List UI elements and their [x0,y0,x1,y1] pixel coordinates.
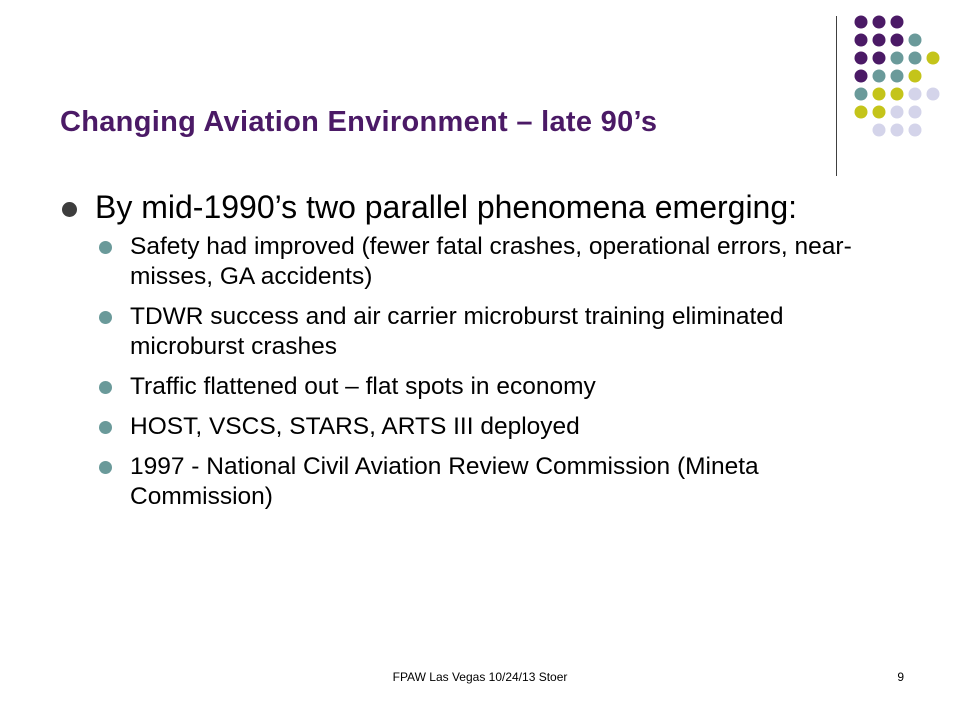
decorative-dot [891,106,904,119]
sub-bullet-item [95,372,880,402]
decorative-dot [909,106,922,119]
slide-title: Changing Aviation Environment – late 90’s [60,106,658,138]
decorative-dot [927,52,940,65]
decorative-dot [891,88,904,101]
decorative-dot [873,70,886,83]
decorative-dot [873,52,886,65]
decorative-dot [873,34,886,47]
decorative-dot [909,70,922,83]
decorative-dot [873,124,886,137]
sub-bullet-item [95,232,880,292]
title-divider-line [836,16,837,176]
sub-bullet-text: 1997 - National Civil Aviation Review Commission (Mineta Commission) [130,453,759,510]
main-bullet-text: By mid-1990’s two parallel phenomena emerging: [95,189,798,225]
decorative-dot [909,124,922,137]
bullet-dot-icon [99,381,112,394]
sub-bullet-text: Safety had improved (fewer fatal crashes, operational errors, near-misses, GA accidents) [130,233,852,290]
sub-bullet-item [95,302,880,362]
decorative-dot [891,70,904,83]
bullet-list [60,188,880,522]
sub-bullet-text: TDWR success and air carrier microburst training eliminated microburst crashes [130,303,784,360]
sub-bullet-text: HOST, VSCS, STARS, ARTS III deployed [130,413,580,440]
bullet-dot-icon [99,421,112,434]
decorative-dot [855,16,868,29]
decorative-dot [891,52,904,65]
sub-bullet-text: Traffic flattened out – flat spots in economy [130,373,596,400]
decorative-dot [873,16,886,29]
main-bullet-item [60,188,880,512]
sub-bullet-list [95,232,880,512]
decorative-dot [909,52,922,65]
sub-bullet-item [95,452,880,512]
decorative-dot [873,106,886,119]
footer-text: FPAW Las Vegas 10/24/13 Stoer [392,670,568,684]
decorative-dot [873,88,886,101]
page-number: 9 [897,670,904,684]
decorative-dot [855,88,868,101]
decorative-dot [891,124,904,137]
sub-bullet-item [95,412,880,442]
decorative-dot [891,34,904,47]
decorative-dot [855,106,868,119]
decorative-dot [909,34,922,47]
decorative-dot [909,88,922,101]
decorative-dot [855,70,868,83]
decorative-dot [891,16,904,29]
bullet-dot-icon [99,311,112,324]
bullet-dot-icon [62,202,77,217]
decorative-dot [855,52,868,65]
decorative-dot [855,34,868,47]
bullet-dot-icon [99,461,112,474]
decorative-dot-grid [0,0,960,200]
decorative-dot [927,88,940,101]
bullet-dot-icon [99,241,112,254]
